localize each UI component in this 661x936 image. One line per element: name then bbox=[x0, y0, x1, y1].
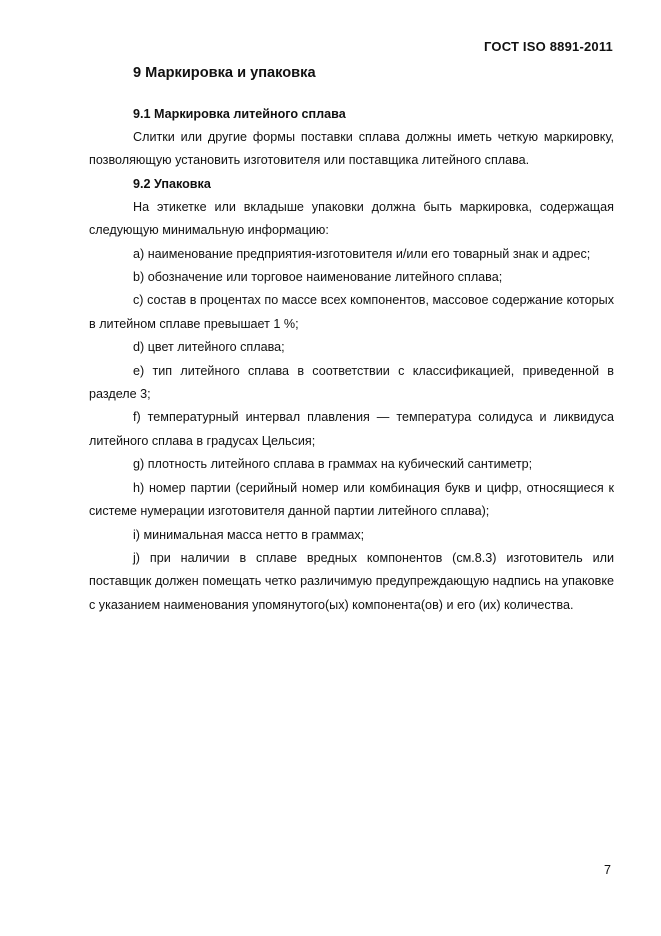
list-item-e: е) тип литейного сплава в соответствии с классификацией, приведенной в разделе 3; bbox=[89, 363, 614, 402]
list-item-h: h) номер партии (серийный номер или комбинация букв и цифр, относящиеся к системе нумерации изготовителя данной партии литейного сплава); bbox=[89, 480, 614, 519]
list-item-b: b) обозначение или торговое наименование литейного сплава; bbox=[133, 270, 503, 285]
list-item-d: d) цвет литейного сплава; bbox=[133, 340, 285, 355]
subsection-title-marking: 9.1 Маркировка литейного сплава bbox=[133, 107, 346, 121]
list-item-i: i) минимальная масса нетто в граммах; bbox=[133, 527, 365, 542]
page-content bbox=[89, 62, 614, 617]
page-number: 7 bbox=[604, 863, 612, 877]
paragraph-marking: Слитки или другие формы поставки сплава должны иметь четкую маркировку, позволяющую установить изготовителя или поставщика литейного сплава. bbox=[89, 130, 614, 168]
list-item-c: c) состав в процентах по массе всех компонентов, массовое содержание которых в литейном сплаве превышает 1 %; bbox=[89, 293, 614, 331]
document-code: ГОСТ ISO 8891-2011 bbox=[484, 39, 613, 54]
spacer bbox=[89, 84, 614, 103]
subsection-title-packaging: 9.2 Упаковка bbox=[133, 176, 211, 191]
paragraph-packaging-intro: На этикетке или вкладыше упаковки должна быть маркировка, содержащая следующую минимальную информацию: bbox=[89, 199, 614, 238]
list-item-a: а) наименование предприятия-изготовителя и/или его товарный знак и адрес; bbox=[133, 246, 591, 261]
list-item-g: g) плотность литейного сплава в граммах на кубический сантиметр; bbox=[133, 457, 533, 472]
list-item-j: j) при наличии в сплаве вредных компонентов (см.8.3) изготовитель или поставщик должен помещать четко различимую предупреждающую надпись на упаковке с указанием наименования упомянутого(ых) компонента(ов) и его (их) количества. bbox=[89, 550, 614, 612]
list-item-f: f) температурный интервал плавления — температура солидуса и ликвидуса литейного сплава в градусах Цельсия; bbox=[89, 410, 614, 448]
section-title: 9 Маркировка и упаковка bbox=[133, 65, 316, 81]
